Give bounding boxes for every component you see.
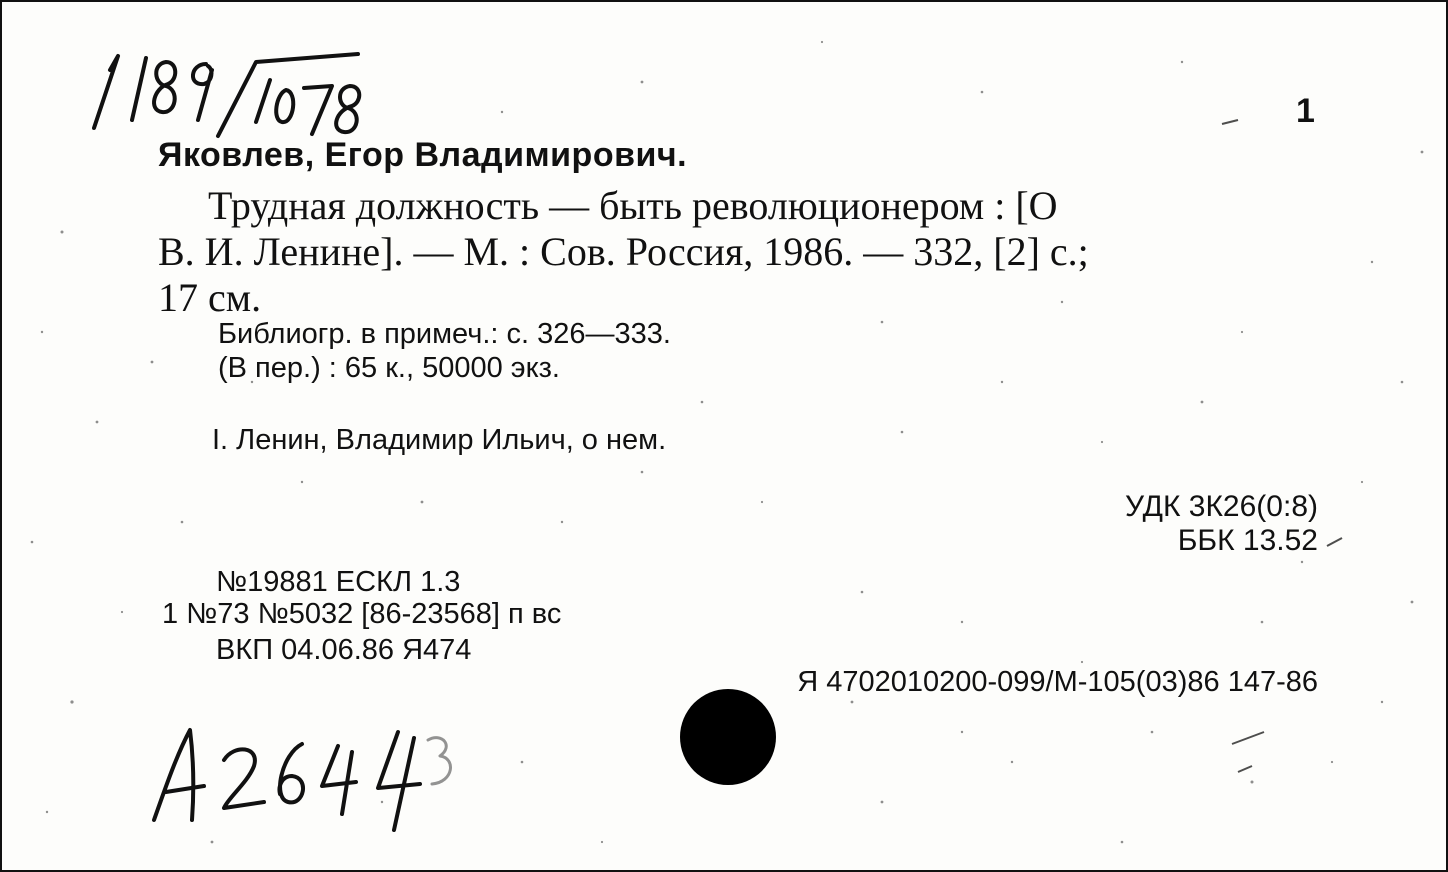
bibliography-note: Библиогр. в примеч.: с. 326—333. [218, 318, 671, 350]
title-line-3: 17 см. [158, 275, 262, 320]
tracking-line-2: 1 №73 №5032 [86-23568] п вс [162, 598, 562, 630]
catalog-code: Я 4702010200-099/М-105(03)86 147-86 [797, 666, 1318, 698]
title-line-2: В. И. Ленине]. — М. : Сов. Россия, 1986. — 332, [2] с.; [158, 229, 1089, 274]
punched-hole [680, 689, 776, 785]
udk-classification: УДК 3К26(0:8) [1124, 490, 1318, 523]
author-heading: Яковлев, Егор Владимирович. [158, 136, 688, 174]
handwritten-bottom-number [142, 702, 482, 832]
bbk-classification: ББК 13.52 [1177, 524, 1318, 557]
tracking-line-1: №19881 ЕСКЛ 1.3 [216, 566, 461, 598]
card-number: 1 [1296, 92, 1315, 130]
tracking-line-3: ВКП 04.06.86 Я474 [216, 634, 472, 666]
subject-heading: I. Ленин, Владимир Ильич, о нем. [212, 424, 667, 456]
price-note: (В пер.) : 65 к., 50000 экз. [218, 352, 560, 384]
title-line-1: Трудная должность — быть революционером : [О [208, 183, 1058, 228]
handwritten-top-number [80, 40, 380, 140]
